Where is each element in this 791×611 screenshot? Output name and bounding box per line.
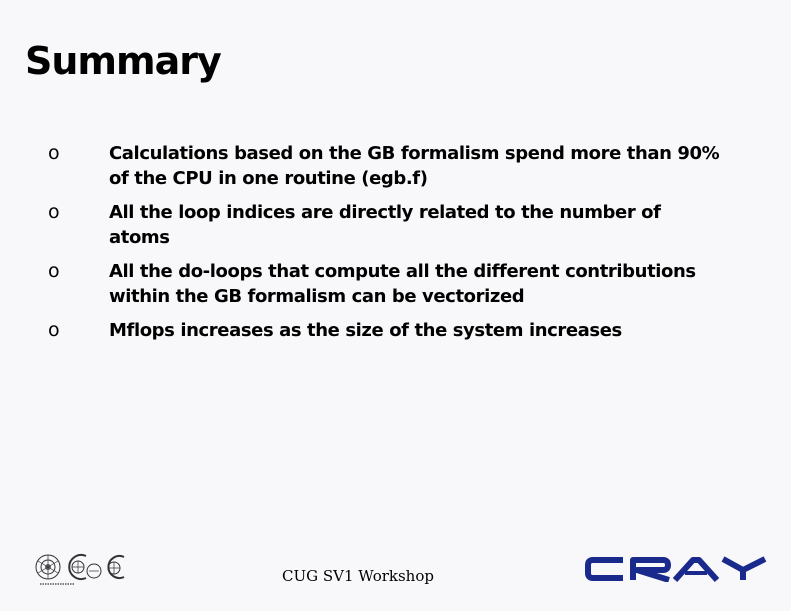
bullet-item — [48, 259, 748, 309]
bullet-marker: o — [48, 260, 60, 282]
bullet-text — [109, 200, 748, 250]
emblem-logo-2 — [69, 555, 101, 579]
bullet-marker: o — [48, 319, 60, 341]
cray-logo — [585, 556, 771, 582]
bullet-text — [109, 141, 748, 191]
bullet-marker: o — [48, 201, 60, 223]
emblem-logo-3 — [108, 556, 124, 578]
bullet-line: Mflops increases as the size of the system increases — [109, 320, 622, 341]
slide-title: Summary — [25, 39, 221, 83]
emblem-logo-1 — [36, 555, 60, 579]
bullet-line: within the GB formalism can be vectorized — [109, 286, 525, 307]
bullet-line: All the do-loops that compute all the different contributions — [109, 261, 696, 282]
bullet-item — [48, 141, 748, 191]
bullet-line: of the CPU in one routine (egb.f) — [109, 168, 428, 189]
sponsor-logos — [34, 551, 128, 587]
bullet-marker: o — [48, 142, 60, 164]
bullet-line: All the loop indices are directly related to the number of — [109, 202, 661, 223]
bullet-line: atoms — [109, 227, 170, 248]
footer-workshop-name: CUG SV1 Workshop — [282, 567, 434, 585]
bullet-item — [48, 318, 748, 343]
bullet-text — [109, 259, 748, 309]
bullet-list — [48, 141, 748, 352]
bullet-line: Calculations based on the GB formalism spend more than 90% — [109, 143, 720, 164]
bullet-text — [109, 318, 748, 343]
bullet-item — [48, 200, 748, 250]
